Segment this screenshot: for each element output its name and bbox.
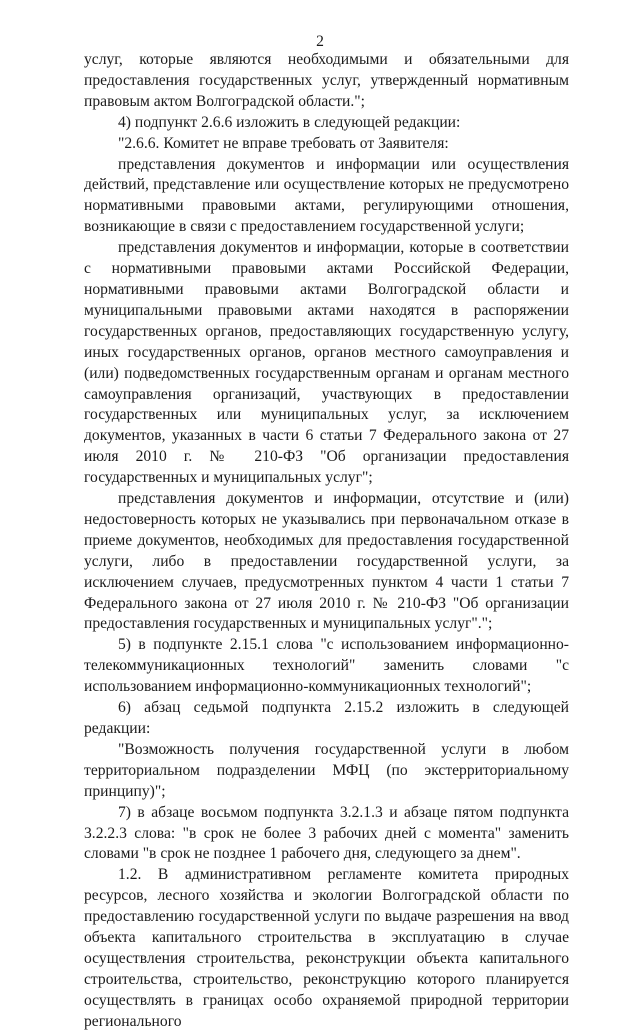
paragraph: 4) подпункт 2.6.6 изложить в следующей редакции: — [118, 113, 461, 131]
document-body — [84, 50, 569, 1033]
paragraph: "2.6.6. Комитет не вправе требовать от Заявителя: — [118, 134, 449, 152]
page-number: 2 — [316, 33, 324, 50]
paragraph: представления документов и информации, отсутствие и (или) недостоверность которых не указывались при первоначальном отказе в приеме документов, необходимых для предоставления государственной услуги, либо в предоставлении государственной услуги, за исключением случаев, предусмотренных пунктом 4 части 1 статьи 7 Федерального закона от 27 июля 2010 г. № 210-ФЗ "Об организации предоставления государственных и муниципальных услуг"."; — [84, 490, 569, 633]
paragraph: услуг, которые являются необходимыми и обязательными для предоставления государственных услуг, утвержденный нормативным правовым актом Волгоградской области."; — [84, 51, 569, 110]
paragraph: 7) в абзаце восьмом подпункта 3.2.1.3 и абзаце пятом подпункта 3.2.2.3 слова: "в срок не более 3 рабочих дней с момента" заменить словами "в срок не позднее 1 рабочего дня, следующего за днем". — [84, 803, 569, 863]
paragraph: представления документов и информации или осуществления действий, представление или осуществление которых не предусмотрено нормативными правовыми актами, регулирующими отношения, возникающие в связи с предоставлением государственной услуги; — [84, 155, 569, 236]
paragraph: "Возможность получения государственной услуги в любом территориальном подразделении МФЦ (по экстерриториальному принципу)"; — [84, 740, 569, 800]
paragraph: представления документов и информации, которые в соответствии с нормативными правовыми актами Российской Федерации, нормативными правовыми актами Волгоградской области и муниципальными правовыми актами находятся в распоряжении государственных органов, предоставляющих государственную услугу, иных государственных органов, органов местного самоуправления и (или) подведомственных государственным органам и органам местного самоуправления организаций, участвующих в предоставлении государственных или муниципальных услуг, за исключением документов, указанных в части 6 статьи 7 Федерального закона от 27 июля 2010 г. № 210-ФЗ "Об организации предоставления государственных и муниципальных услуг"; — [84, 239, 569, 487]
paragraph: 5) в подпункте 2.15.1 слова "с использованием информационно-телекоммуникационных технологий" заменить словами "с использованием информационно-коммуникационных технологий"; — [84, 636, 569, 696]
paragraph: 6) абзац седьмой подпункта 2.15.2 изложить в следующей редакции: — [84, 699, 569, 737]
paragraph: 1.2. В административном регламенте комитета природных ресурсов, лесного хозяйства и экологии Волгоградской области по предоставлению государственной услуги по выдаче разрешения на ввод объекта капитального строительства в эксплуатацию в случае осуществления строительства, реконструкции объекта капитального строительства, строительство, реконструкцию которого планируется осуществлять в границах особо охраняемой природной территории регионального — [84, 866, 569, 1030]
